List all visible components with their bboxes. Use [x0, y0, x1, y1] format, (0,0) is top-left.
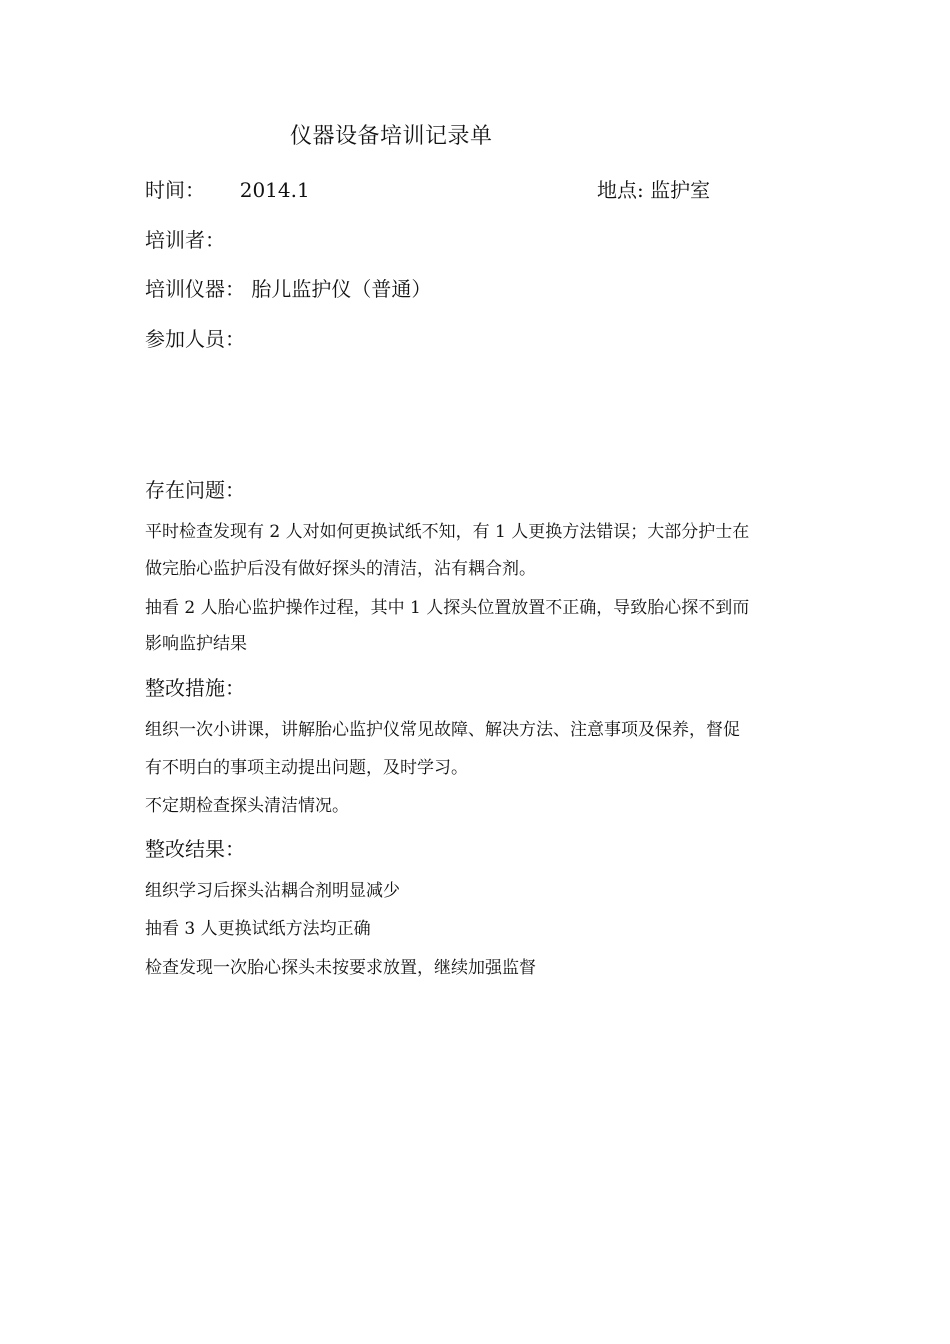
time-field	[145, 174, 310, 203]
device-value: 胎儿监护仪（普通）	[251, 277, 432, 301]
location-label: 地点:	[597, 178, 644, 202]
participants-label: 参加人员：	[145, 327, 245, 351]
results-line-1: 组织学习后探头沾耦合剂明显减少	[145, 881, 400, 901]
measures-line-2: 有不明白的事项主动提出问题，及时学习。	[145, 758, 468, 778]
results-heading: 整改结果：	[145, 837, 245, 861]
location-field	[597, 174, 710, 203]
measures-line-1: 组织一次小讲课，讲解胎心监护仪常见故障、解决方法、注意事项及保养，督促	[145, 720, 740, 740]
results-line-2: 抽看 3 人更换试纸方法均正确	[145, 919, 371, 939]
issues-line-3: 抽看 2 人胎心监护操作过程，其中 1 人探头位置放置不正确，导致胎心探不到而	[145, 598, 750, 618]
page-title: 仪器设备培训记录单	[290, 124, 493, 149]
time-label: 时间：	[145, 178, 205, 202]
trainer-field	[145, 224, 225, 253]
results-line-3: 检查发现一次胎心探头未按要求放置，继续加强监督	[145, 958, 536, 978]
issues-heading: 存在问题：	[145, 478, 245, 502]
issues-line-2: 做完胎心监护后没有做好探头的清洁，沾有耦合剂。	[145, 559, 536, 579]
location-value: 监护室	[650, 178, 711, 202]
device-label: 培训仪器：	[145, 277, 245, 301]
issues-line-1: 平时检查发现有 2 人对如何更换试纸不知，有 1 人更换方法错误；大部分护士在	[145, 522, 750, 542]
device-field	[145, 273, 431, 302]
trainer-label: 培训者：	[145, 228, 225, 252]
issues-line-4: 影响监护结果	[145, 634, 247, 654]
measures-heading: 整改措施：	[145, 676, 245, 700]
measures-line-3: 不定期检查探头清洁情况。	[145, 796, 349, 816]
participants-field	[145, 323, 245, 352]
time-value: 2014.1	[239, 178, 310, 202]
